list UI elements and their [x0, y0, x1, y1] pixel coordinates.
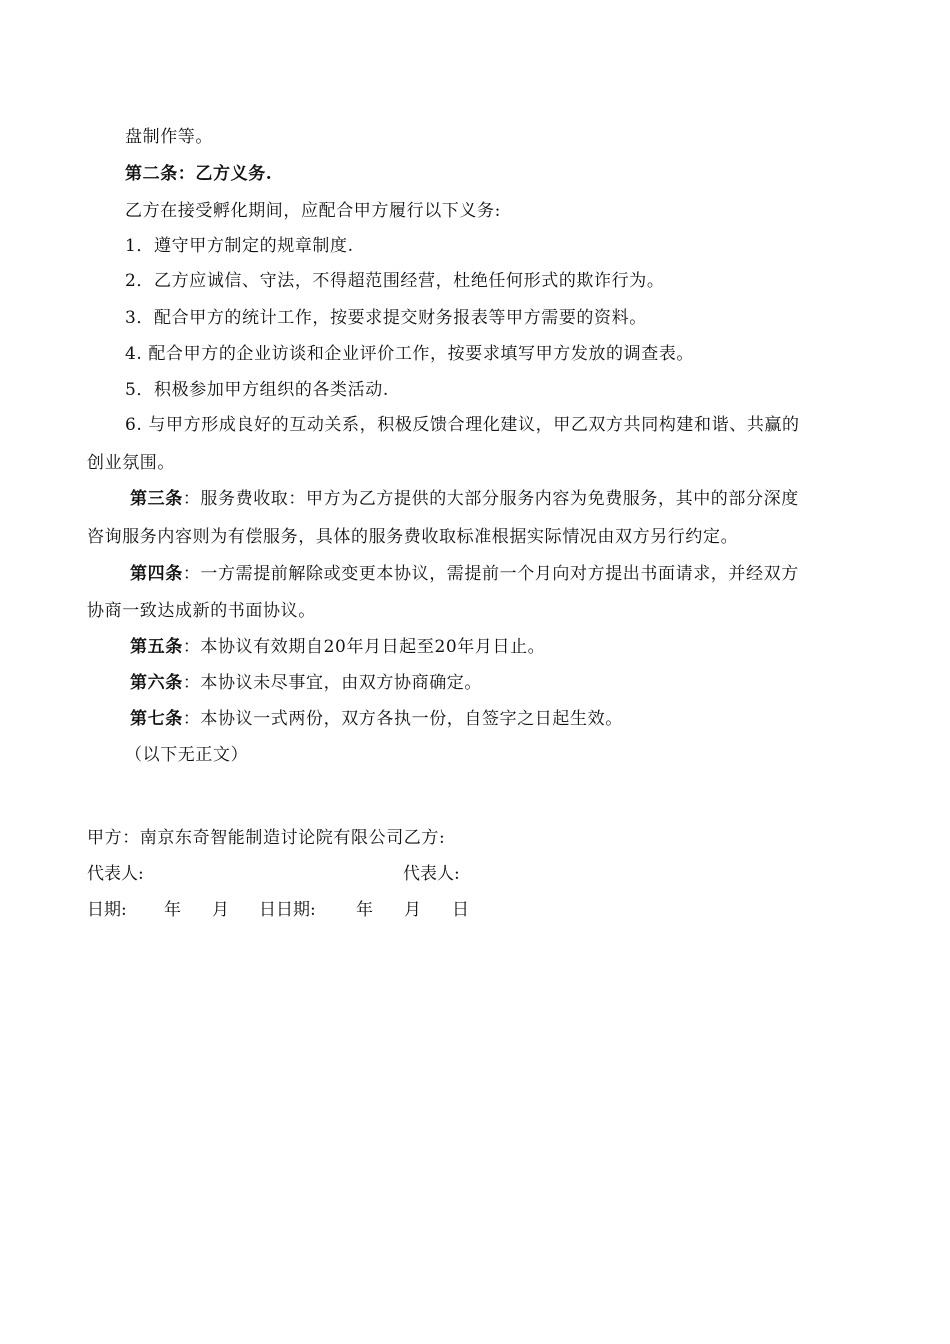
party-b-month: 月 [404, 900, 421, 920]
article-3 [130, 488, 799, 510]
obligation-item-2: 2．乙方应诚信、守法，不得超范围经营，杜绝任何形式的欺诈行为。 [125, 271, 665, 291]
article-4-continuation: 协商一致达成新的书面协议。 [87, 601, 316, 621]
party-a-day-and-party-b-date-label: 日日期: [259, 900, 316, 920]
article-3-continuation: 咨询服务内容则为有偿服务，具体的服务费收取标准根据实际情况由双方另行约定。 [87, 527, 739, 547]
article-7-text: ：本协议一式两份，双方各执一份，自签字之日起生效。 [182, 709, 623, 729]
article-4-label: 第四条 [130, 564, 183, 584]
obligation-item-6-continuation: 创业氛围。 [87, 453, 175, 473]
article-5-label: 第五条 [130, 637, 183, 657]
party-a-month: 月 [212, 900, 229, 920]
obligation-item-1: 1．遵守甲方制定的规章制度. [125, 236, 354, 256]
article-4-text: ：一方需提前解除或变更本协议，需提前一个月向对方提出书面请求，并经双方 [182, 564, 799, 584]
party-b-year: 年 [356, 900, 373, 920]
party-a-line: 甲方：南京东奇智能制造讨论院有限公司乙方: [87, 828, 446, 848]
article-7-label: 第七条 [130, 709, 183, 729]
party-a-year: 年 [164, 900, 181, 920]
article-3-label: 第三条 [130, 489, 183, 509]
article-4 [130, 563, 799, 585]
party-b-day: 日 [452, 900, 469, 920]
party-b-representative: 代表人: [403, 864, 460, 884]
article-2-intro: 乙方在接受孵化期间，应配合甲方履行以下义务: [125, 201, 501, 221]
party-a-date-label: 日期: [87, 900, 127, 920]
end-of-text-note: （以下无正文） [125, 745, 249, 765]
obligation-item-5: 5．积极参加甲方组织的各类活动. [125, 380, 389, 400]
paragraph-continuation: 盘制作等。 [125, 127, 213, 147]
article-3-text: ：服务费收取：甲方为乙方提供的大部分服务内容为免费服务，其中的部分深度 [182, 489, 799, 509]
article-5-text: ：本协议有效期自20年月日起至20年月日止。 [182, 637, 546, 657]
article-2-heading: 第二条：乙方义务. [125, 164, 273, 184]
article-5 [130, 636, 545, 658]
article-6-text: ：本协议未尽事宜，由双方协商确定。 [182, 673, 483, 693]
party-a-representative: 代表人: [87, 864, 144, 884]
article-7 [130, 708, 623, 730]
article-6 [130, 672, 482, 694]
obligation-item-6: 6. 与甲方形成良好的互动关系，积极反馈合理化建议，甲乙双方共同构建和谐、共赢的 [125, 415, 800, 435]
obligation-item-4: 4. 配合甲方的企业访谈和企业评价工作，按要求填写甲方发放的调查表。 [125, 344, 695, 364]
article-6-label: 第六条 [130, 673, 183, 693]
obligation-item-3: 3．配合甲方的统计工作，按要求提交财务报表等甲方需要的资料。 [125, 308, 647, 328]
